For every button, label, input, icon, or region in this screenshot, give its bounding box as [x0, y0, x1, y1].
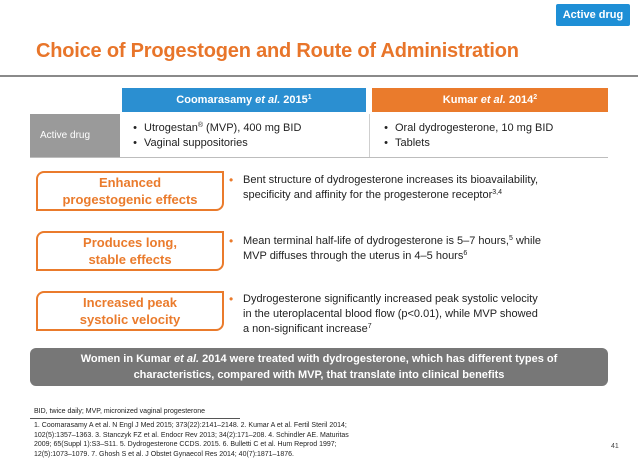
column-header-kumar: Kumar et al. 2014$^2$ [372, 88, 608, 112]
abbreviations-note: BID, twice daily; MVP, micronized vaginal progesterone [34, 408, 206, 415]
benefit-box-peak-systolic-velocity: Increased peak systolic velocity [36, 291, 224, 331]
list-item: • Oral dydrogesterone, 10 mg BID [384, 122, 554, 134]
slide-title: Choice of Progestogen and Route of Administration [36, 40, 519, 62]
benefit-point-3: • Dydrogesterone significantly increased peak systolic velocity in the uteroplacental blood flow (p<0.01), while MVP showed a non-significant increase$^7$ [229, 292, 538, 335]
active-drug-tag: Active drug [556, 4, 630, 26]
row-label-active-drug: Active drug [30, 114, 120, 158]
cell-kumar [377, 121, 605, 151]
title-divider [0, 75, 638, 77]
column-divider [369, 114, 370, 158]
benefit-point-2: • Mean terminal half-life of dydrogesterone is 5–7 hours,$^5$ while MVP diffuses through the uterus in 4–5 hours$^6$ [229, 234, 542, 262]
row-divider [30, 157, 608, 158]
references: 1. Coomarasamy A et al. N Engl J Med 2015; 373(22):2141–2148. 2. Kumar A et al. Fertil Steril 2014; 102(5):1357–1363. 3. Stanczyk FZ et al. Endocr Rev 2013; 34(2):171–208. 4. Schindler AE. Maturitas 2009; 65(Suppl 1):S3–S11. 5. Dydrogesterone CCDS. 2015. 6. Bulletti C et al. Hum Reprod 1997; 12(5):1073–1079. 7. Ghosh S et al. J Obstet Gynaecol Res 2014; 40(7):1871–1876. [34, 422, 349, 458]
list-item: • Vaginal suppositories [133, 137, 248, 149]
references-divider [30, 418, 240, 419]
column-header-coomarasamy: Coomarasamy et al. 2015$^1$ [122, 88, 366, 112]
benefit-box-long-stable-effects: Produces long, stable effects [36, 231, 224, 271]
list-item: • Tablets [384, 137, 430, 149]
benefit-box-enhanced-effects: Enhanced progestogenic effects [36, 171, 224, 211]
cell-coomarasamy [126, 121, 366, 151]
list-item: • Utrogestan® (MVP), 400 mg BID [133, 122, 302, 134]
summary-banner: Women in Kumar et al. 2014 were treated with dydrogesterone, which has different types of characteristics, compared with MVP, that translate into clinical benefits [30, 348, 608, 386]
benefit-point-1: • Bent structure of dydrogesterone increases its bioavailability, specificity and affinity for the progesterone receptor$^{3,4}$ [229, 173, 539, 201]
page-number: 41 [611, 443, 619, 450]
